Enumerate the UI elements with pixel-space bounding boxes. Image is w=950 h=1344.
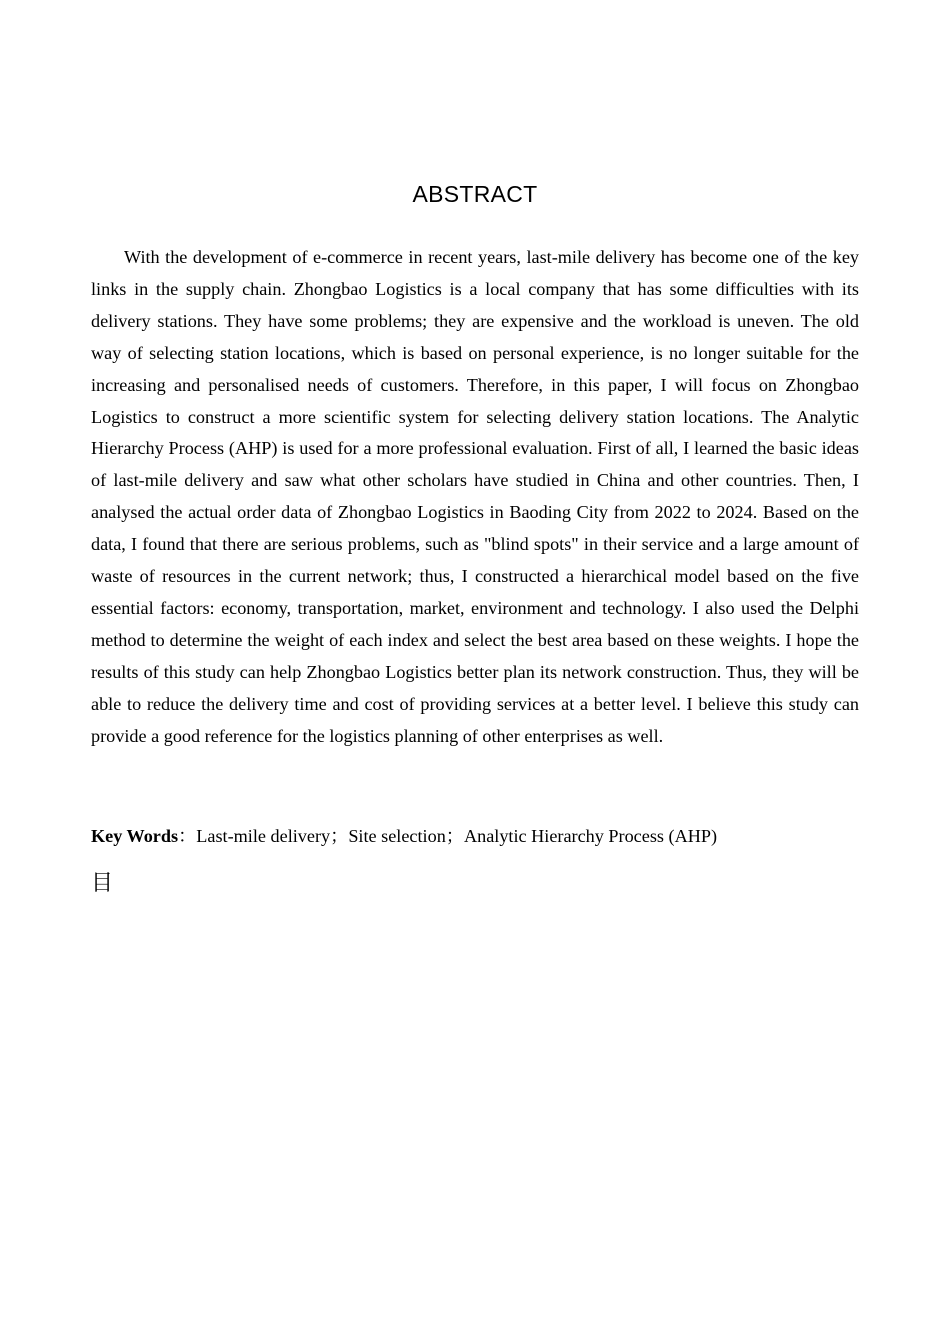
keywords-line <box>91 821 891 851</box>
abstract-title: ABSTRACT <box>412 181 538 207</box>
keyword-item: Site selection； <box>348 826 464 846</box>
abstract-paragraph: With the development of e-commerce in recent years, last-mile delivery has become one of the key links in the supply chain. Zhongbao Logistics is a local company that has some difficulties with its delivery stations. They have some problems; they are expensive and the workload is uneven. The old way of selecting station locations, which is based on personal experience, is no longer suitable for the increasing and personalised needs of customers. Therefore, in this paper, I will focus on Zhongbao Logistics to construct a more scientific system for selecting delivery station locations. The Analytic Hierarchy Process (AHP) is used for a more professional evaluation. First of all, I learned the basic ideas of last-mile delivery and saw what other scholars have studied in China and other countries. Then, I analysed the actual order data of Zhongbao Logistics in Baoding City from 2022 to 2024. Based on the data, I found that there are serious problems, such as "blind spots" in their service and a large amount of waste of resources in the current network; thus, I constructed a hierarchical model based on the five essential factors: economy, transportation, market, environment and technology. I also used the Delphi method to determine the weight of each index and select the best area based on these weights. I hope the results of this study can help Zhongbao Logistics better plan its network construction. Thus, they will be able to reduce the delivery time and cost of providing services at a better level. I believe this study can provide a good reference for the logistics planning of other enterprises as well. <box>91 247 859 746</box>
keyword-item: Analytic Hierarchy Process (AHP) <box>463 826 718 846</box>
keyword-item: Last-mile delivery； <box>196 826 349 846</box>
keywords-label: Key Words <box>91 826 179 846</box>
keywords-separator: ： <box>178 826 197 846</box>
toc-heading: 目 <box>91 871 114 896</box>
